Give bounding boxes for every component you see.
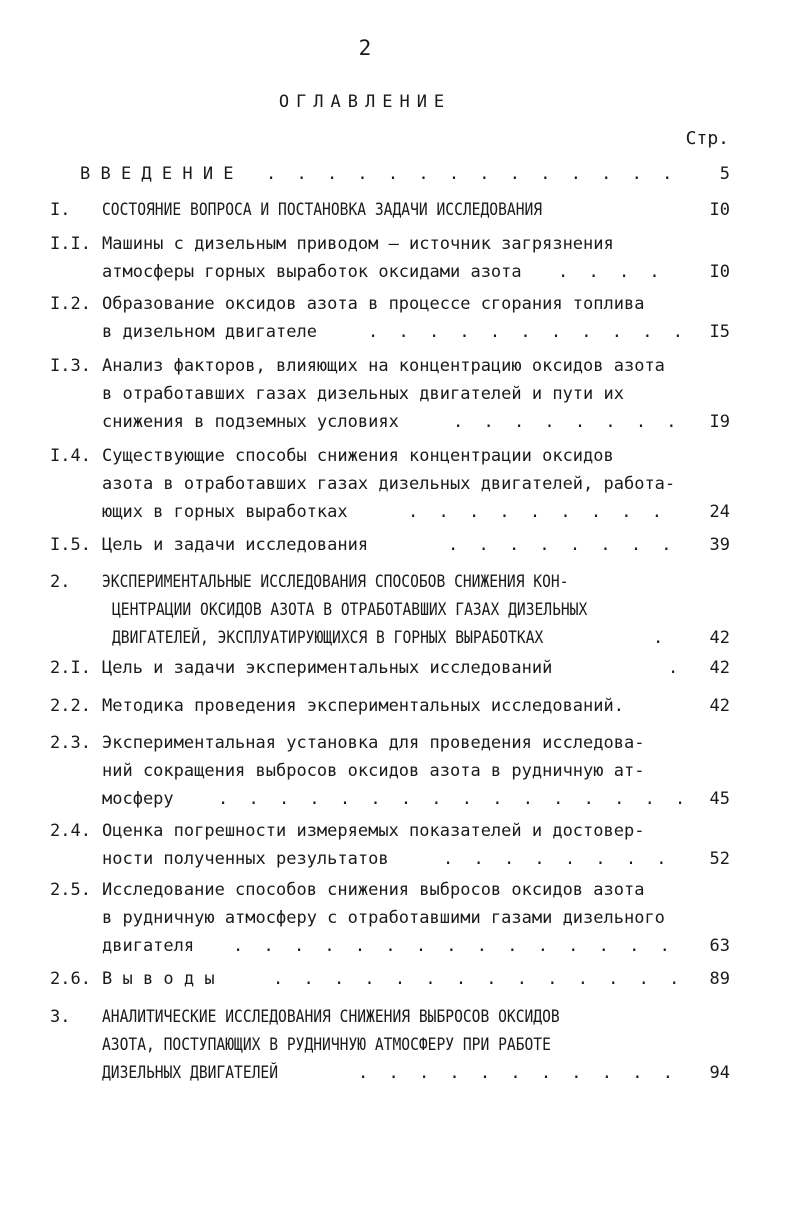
toc-entry-text: Цель и задачи исследования bbox=[102, 535, 369, 555]
toc-entry-page: 42 bbox=[709, 658, 730, 678]
toc-entry-page: I0 bbox=[709, 262, 730, 282]
toc-entry-number: 2. bbox=[50, 572, 71, 592]
toc-entry-number: I.I. bbox=[50, 234, 91, 254]
toc-leader-dots bbox=[368, 319, 682, 345]
toc-entry-text: ний сокращения выбросов оксидов азота в рудничную ат- bbox=[102, 761, 645, 781]
toc-entry-number: 2.4. bbox=[50, 821, 91, 841]
toc-entry-text: азота в отработавших газах дизельных двигателей, работа- bbox=[102, 474, 676, 494]
toc-leader-dots bbox=[653, 625, 682, 651]
toc-entry-text: ющих в горных выработках bbox=[102, 502, 348, 522]
toc-entry-page: 42 bbox=[709, 696, 730, 716]
toc-entry-text: снижения в подземных условиях bbox=[102, 412, 399, 432]
toc-entry-page: 63 bbox=[709, 936, 730, 956]
toc-entry-page: 39 bbox=[709, 535, 730, 555]
toc-entry-number: I.5. bbox=[50, 535, 91, 555]
toc-entry-text: Цель и задачи экспериментальных исследований bbox=[102, 658, 553, 678]
toc-leader-dots bbox=[443, 846, 682, 872]
toc-entry-number: I. bbox=[50, 200, 71, 220]
toc-entry-page: 42 bbox=[709, 628, 730, 648]
toc-entry-text: атмосферы горных выработок оксидами азота bbox=[102, 262, 522, 282]
toc-entry-page: 94 bbox=[709, 1063, 730, 1083]
toc-entry-text: двигателя bbox=[102, 936, 195, 956]
toc-entry-text: в отработавших газах дизельных двигателей и пути их bbox=[102, 384, 624, 404]
toc-entry-page: I0 bbox=[709, 200, 730, 220]
toc-leader-dots bbox=[408, 499, 682, 525]
toc-leader-dots bbox=[273, 966, 682, 992]
toc-leader-dots bbox=[448, 532, 682, 558]
toc-entry-text: Машины с дизельным приводом – источник загрязнения bbox=[102, 234, 614, 254]
toc-leader-dots bbox=[218, 786, 682, 812]
toc-entry-number: 2.2. bbox=[50, 696, 91, 716]
page-column-label: Стр. bbox=[685, 128, 729, 149]
toc-entry-text: АНАЛИТИЧЕСКИЕ ИССЛЕДОВАНИЯ СНИЖЕНИЯ ВЫБРОСОВ ОКСИДОВ bbox=[102, 1007, 560, 1027]
toc-entry-text: ЦЕНТРАЦИИ ОКСИДОВ АЗОТА В ОТРАБОТАВШИХ ГАЗАХ ДИЗЕЛЬНЫХ bbox=[112, 600, 588, 620]
toc-entry-text: Оценка погрешности измеряемых показателей и достовер- bbox=[102, 821, 645, 841]
toc-leader-dots bbox=[453, 409, 682, 435]
toc-leader-dots bbox=[266, 161, 682, 187]
toc-entry-page: I5 bbox=[709, 322, 730, 342]
toc-entry-text: Экспериментальная установка для проведения исследова- bbox=[102, 733, 645, 753]
toc-entry-number: 3. bbox=[50, 1007, 71, 1027]
toc-entry-text: АЗОТА, ПОСТУПАЮЩИХ В РУДНИЧНУЮ АТМОСФЕРУ ПРИ РАБОТЕ bbox=[102, 1035, 551, 1055]
toc-entry-number: 2.3. bbox=[50, 733, 91, 753]
page-number: 2 bbox=[358, 36, 372, 60]
toc-entry-page: I9 bbox=[709, 412, 730, 432]
toc-entry-number: I.4. bbox=[50, 446, 91, 466]
toc-entry-page: 89 bbox=[709, 969, 730, 989]
toc-leader-dots bbox=[358, 1060, 682, 1086]
toc-entry-text: в рудничную атмосферу с отработавшими газами дизельного bbox=[102, 908, 665, 928]
toc-entry-page: 24 bbox=[709, 502, 730, 522]
toc-entry-text: Методика проведения экспериментальных исследований. bbox=[102, 696, 624, 716]
toc-leader-dots bbox=[558, 259, 682, 285]
toc-entry-text: Исследование способов снижения выбросов оксидов азота bbox=[102, 880, 645, 900]
toc-entry-text: ности полученных результатов bbox=[102, 849, 389, 869]
toc-entry-text: СОСТОЯНИЕ ВОПРОСА И ПОСТАНОВКА ЗАДАЧИ ИССЛЕДОВАНИЯ bbox=[102, 200, 543, 220]
toc-leader-dots bbox=[668, 655, 682, 681]
toc-entry-number: 2.I. bbox=[50, 658, 91, 678]
toc-entry-text: в дизельном двигателе bbox=[102, 322, 317, 342]
toc-entry-number: 2.5. bbox=[50, 880, 91, 900]
page-title: ОГЛАВЛЕНИЕ bbox=[278, 92, 452, 112]
toc-leader-dots bbox=[233, 933, 682, 959]
toc-entry-text: Образование оксидов азота в процессе сгорания топлива bbox=[102, 294, 645, 314]
toc-entry-text: Анализ факторов, влияющих на концентрацию оксидов азота bbox=[102, 356, 665, 376]
toc-entry-text: мосферу bbox=[102, 789, 174, 809]
toc-entry-text: ДВИГАТЕЛЕЙ, ЭКСПЛУАТИРУЮЩИХСЯ В ГОРНЫХ ВЫРАБОТКАХ bbox=[112, 628, 544, 648]
toc-entry-text: В ы в о д ы bbox=[102, 969, 215, 989]
toc-entry-page: 52 bbox=[709, 849, 730, 869]
toc-entry-number: I.2. bbox=[50, 294, 91, 314]
toc-entry-page: 5 bbox=[719, 164, 730, 184]
toc-entry-text: Существующие способы снижения концентрации оксидов bbox=[102, 446, 614, 466]
toc-entry-page: 45 bbox=[709, 789, 730, 809]
toc-entry-number: 2.6. bbox=[50, 969, 91, 989]
toc-entry-text: В В Е Д Е Н И Е bbox=[80, 164, 234, 184]
toc-entry-number: I.3. bbox=[50, 356, 91, 376]
toc-entry-text: ДИЗЕЛЬНЫХ ДВИГАТЕЛЕЙ bbox=[102, 1063, 279, 1083]
toc-entry-text: ЭКСПЕРИМЕНТАЛЬНЫЕ ИССЛЕДОВАНИЯ СПОСОБОВ СНИЖЕНИЯ КОН- bbox=[102, 572, 569, 592]
